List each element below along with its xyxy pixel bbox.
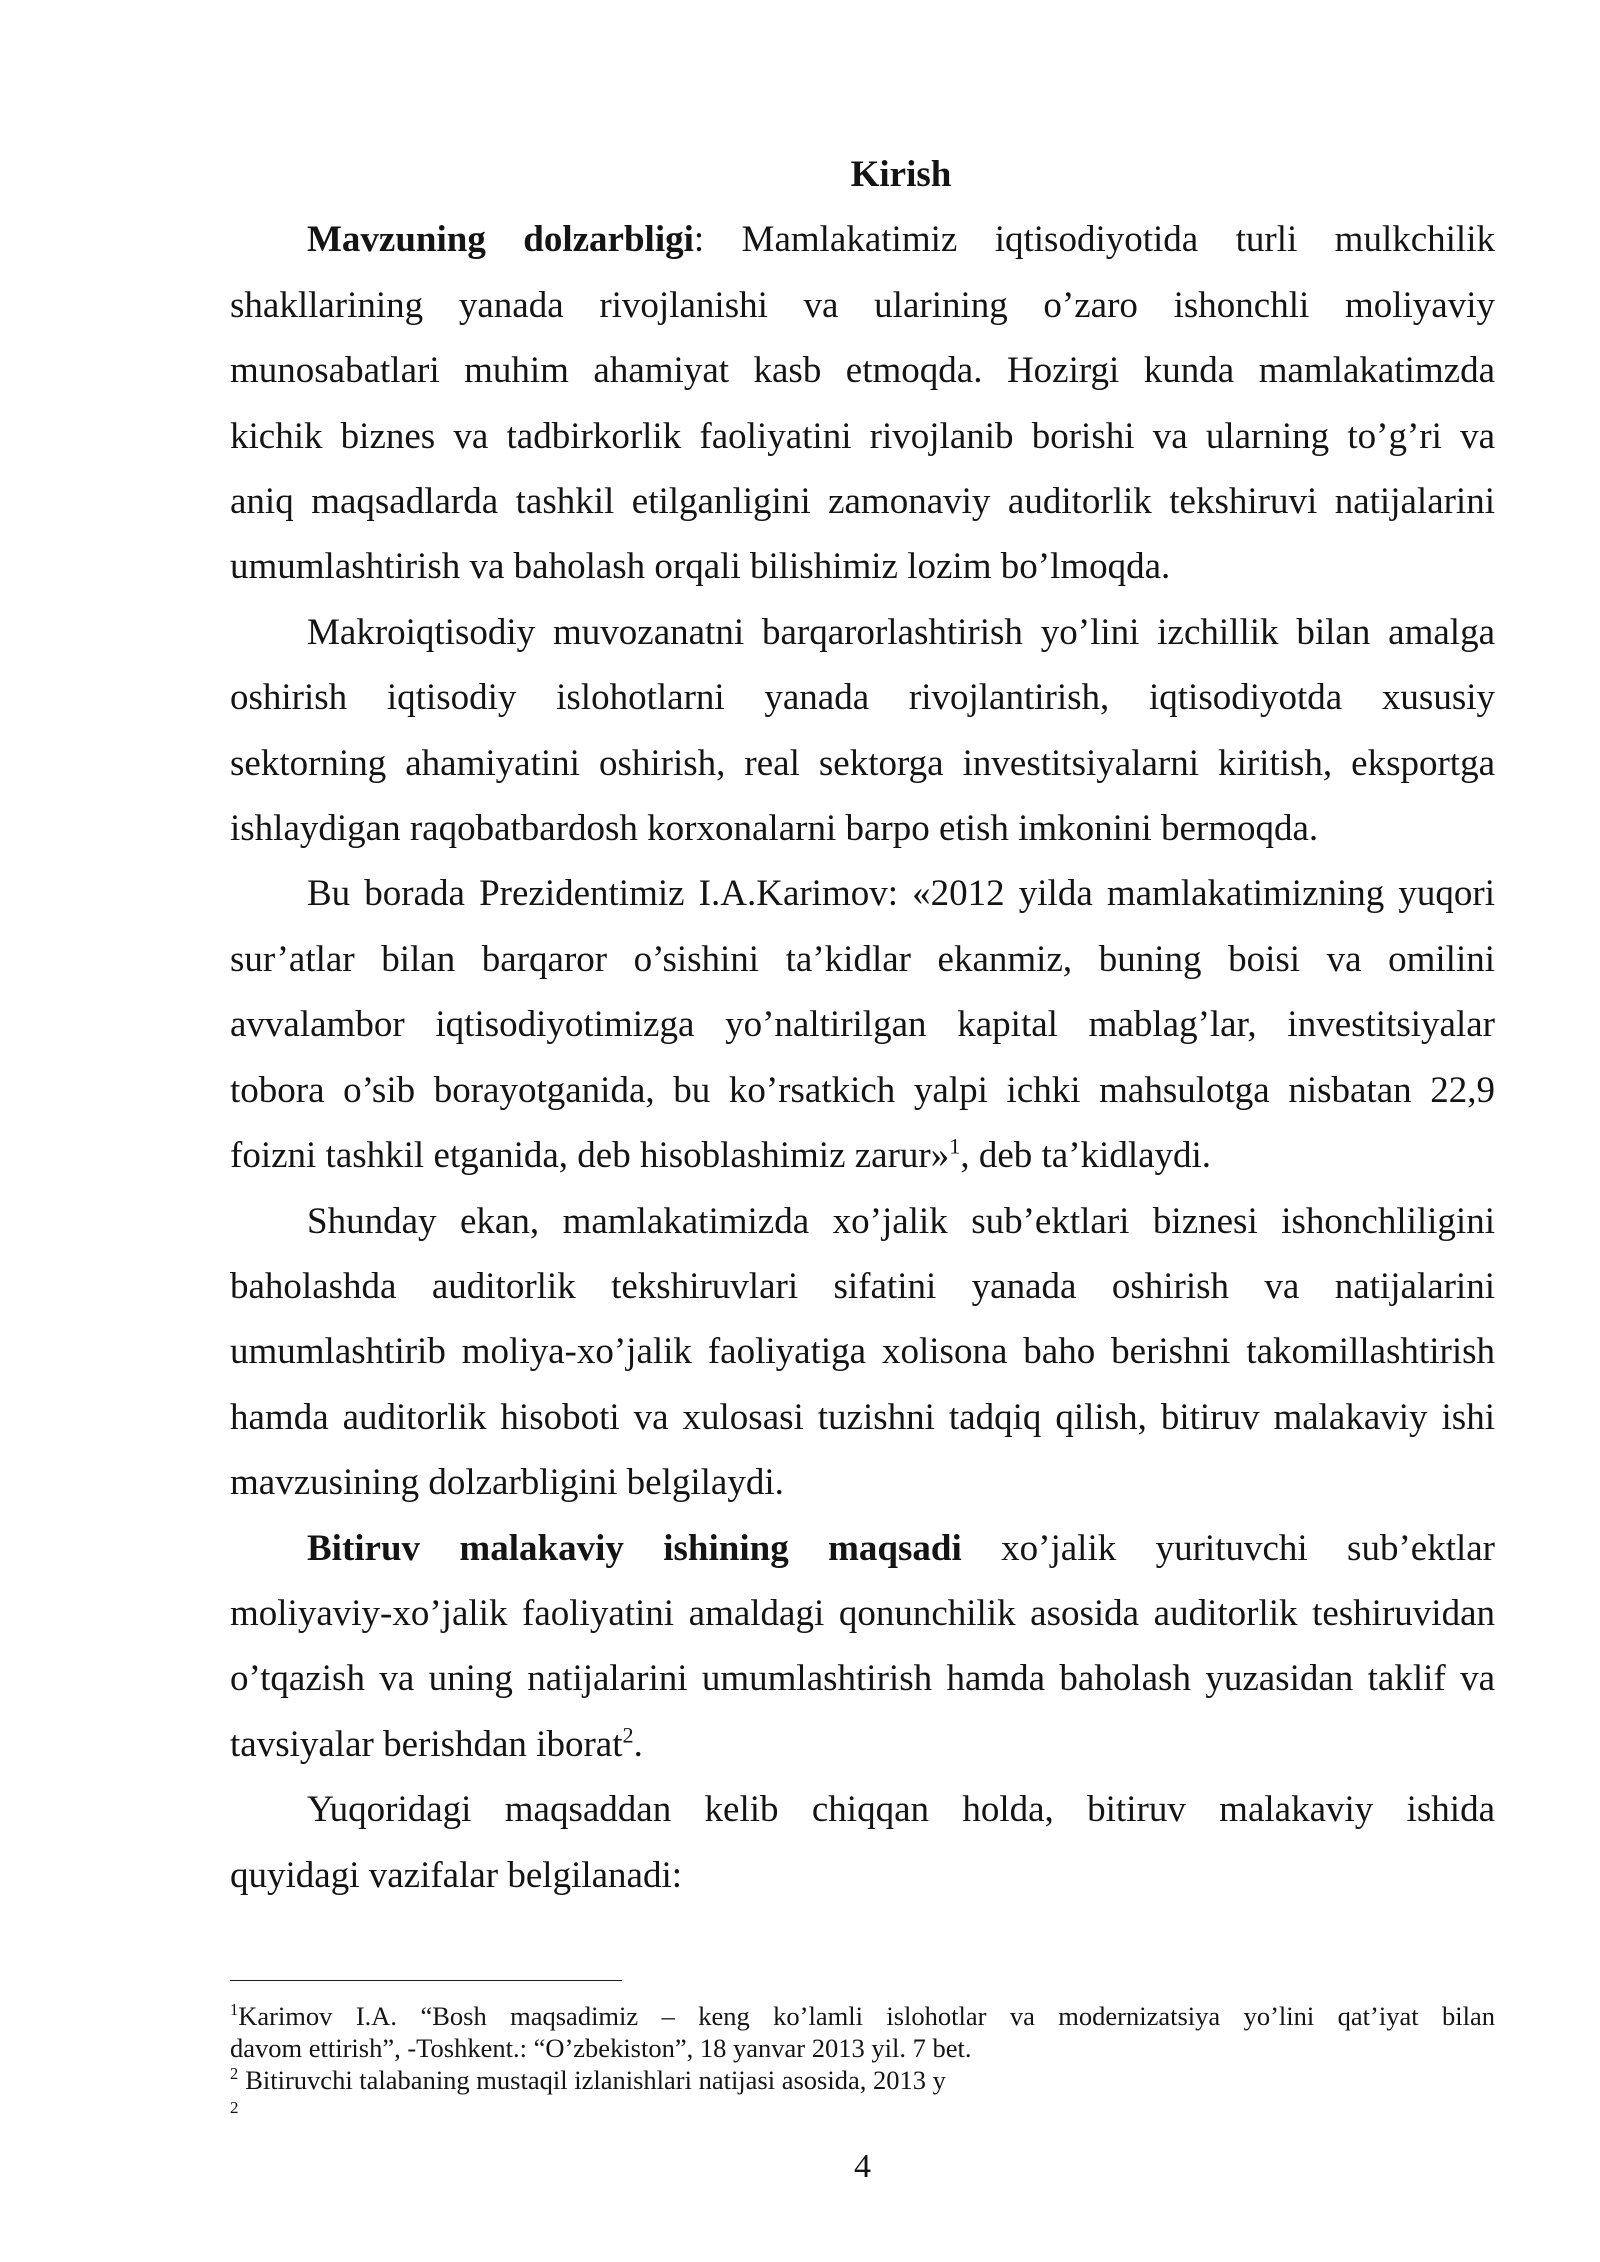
footnote-text: Karimov I.A. “Bosh maqsadimiz – keng ko’lamli islohotlar va modernizatsiya yo’lini qat’iyat bilan xyxy=(238,2001,1495,2031)
paragraph-goal xyxy=(230,1516,1495,1778)
paragraph-president-quote xyxy=(230,861,1495,1188)
text-line: baholashda auditorlik tekshiruvlari sifatini yanada oshirish va natijalarini xyxy=(230,1265,1495,1307)
text-line xyxy=(230,1123,1495,1188)
footnote-marker: 1 xyxy=(230,2000,239,2020)
text-line: sur’atlar bilan barqaror o’sishini ta’kidlar ekanmiz, buning boisi va omilini xyxy=(230,938,1495,980)
text-line: aniq maqsadlarda tashkil etilganligini zamonaviy auditorlik tekshiruvi natijalarini xyxy=(230,481,1495,523)
text-line: Yuqoridagi maqsaddan kelib chiqqan holda, bitiruv malakaviy ishida xyxy=(307,1789,1495,1831)
text-line: kichik biznes va tadbirkorlik faoliyatini rivojlanib borishi va ularning to’g’ri va xyxy=(230,415,1495,457)
text-line: Shunday ekan, mamlakatimizda xo’jalik sub’ektlari biznesi ishonchliligini xyxy=(307,1200,1495,1242)
text-line: munosabatlari muhim ahamiyat kasb etmoqda. Hozirgi kunda mamlakatimzda xyxy=(230,350,1495,392)
line-text: . xyxy=(633,1723,643,1765)
line-text: : Mamlakatimiz iqtisodiyotida turli mulkchilik xyxy=(693,219,1495,261)
relevance-lead: Mavzuning dolzarbligi xyxy=(307,219,694,261)
text-line: o’tqazish va uning natijalarini umumlashtirish hamda baholash yuzasidan taklif va xyxy=(230,1658,1495,1700)
text-line: Bu borada Prezidentimiz I.A.Karimov: «2012 yilda mamlakatimizning yuqori xyxy=(307,873,1495,915)
text-line: mavzusining dolzarbligini belgilaydi. xyxy=(230,1462,784,1504)
footnote-reference: 2 xyxy=(622,1722,634,1748)
text-line: moliyaviy-xo’jalik faoliyatini amaldagi qonunchilik asosida auditorlik teshiruvidan xyxy=(230,1592,1495,1634)
text-line: avvalambor iqtisodiyotimizga yo’naltirilgan kapital mablag’lar, investitsiyalar xyxy=(230,1004,1495,1046)
text-line: oshirish iqtisodiy islohotlarni yanada rivojlantirish, iqtisodiyotda xususiy xyxy=(230,677,1495,719)
text-line: hamda auditorlik hisoboti va xulosasi tuzishni tadqiq qilish, bitiruv malakaviy ishi xyxy=(230,1396,1495,1438)
footnote-1-line xyxy=(230,2000,1495,2032)
section-heading: Kirish xyxy=(850,154,952,195)
text-line: sektorning ahamiyatini oshirish, real sektorga investitsiyalarni kiritish, eksportga xyxy=(230,742,1495,784)
text-line: Makroiqtisodiy muvozanatni barqarorlashtirish yo’lini izchillik bilan amalga xyxy=(307,611,1495,653)
footnote-separator xyxy=(230,1980,622,1981)
text-line: quyidagi vazifalar belgilanadi: xyxy=(230,1854,683,1896)
footnote-1-line: davom ettirish”, -Toshkent.: “O’zbekiston”, 18 yanvar 2013 yil. 7 bet. xyxy=(230,2033,972,2063)
text-line: umumlashtirish va baholash orqali bilishimiz lozim bo’lmoqda. xyxy=(230,546,1171,588)
line-text: tavsiyalar berishdan iborat xyxy=(230,1723,623,1765)
footnote-2-line xyxy=(230,2064,1495,2096)
text-line: umumlashtirib moliya-xo’jalik faoliyatiga xolisona baho berishni takomillashtirish xyxy=(230,1331,1495,1373)
footnote-text: Bitiruvchi talabaning mustaqil izlanishlari natijasi asosida, 2013 y xyxy=(245,2065,946,2095)
text-line xyxy=(230,1516,1495,1581)
footnotes xyxy=(230,2000,1495,2120)
footnote-reference: 1 xyxy=(949,1133,961,1159)
main-text xyxy=(230,142,1495,1908)
line-text: , deb ta’kidlaydi. xyxy=(960,1135,1212,1177)
text-line: tobora o’sib borayotganida, bu ko’rsatkich yalpi ichki mahsulotga nisbatan 22,9 xyxy=(230,1069,1495,1111)
line-text: xo’jalik yurituvchi sub’ektlar xyxy=(1001,1527,1495,1569)
text-line: shakllarining yanada rivojlanishi va ularining o’zaro ishonchli moliyaviy xyxy=(230,284,1495,326)
paragraph-macroeconomic xyxy=(230,600,1495,862)
paragraph-conclusion xyxy=(230,1189,1495,1516)
paragraph-relevance xyxy=(230,207,1495,599)
text-line xyxy=(230,207,1495,272)
goal-lead: Bitiruv malakaviy ishining maqsadi xyxy=(307,1527,962,1569)
text-line: ishlaydigan raqobatbardosh korxonalarni barpo etish imkonini bermoqda. xyxy=(230,808,1319,850)
footnote-marker: 2 xyxy=(230,2064,239,2084)
footnote-stray-mark: 2 xyxy=(230,2098,239,2117)
page-number: 4 xyxy=(854,2148,871,2185)
paragraph-tasks-intro xyxy=(230,1777,1495,1908)
line-text: foizni tashkil etganida, deb hisoblashimiz zarur» xyxy=(230,1135,950,1177)
text-line xyxy=(230,1712,1495,1777)
